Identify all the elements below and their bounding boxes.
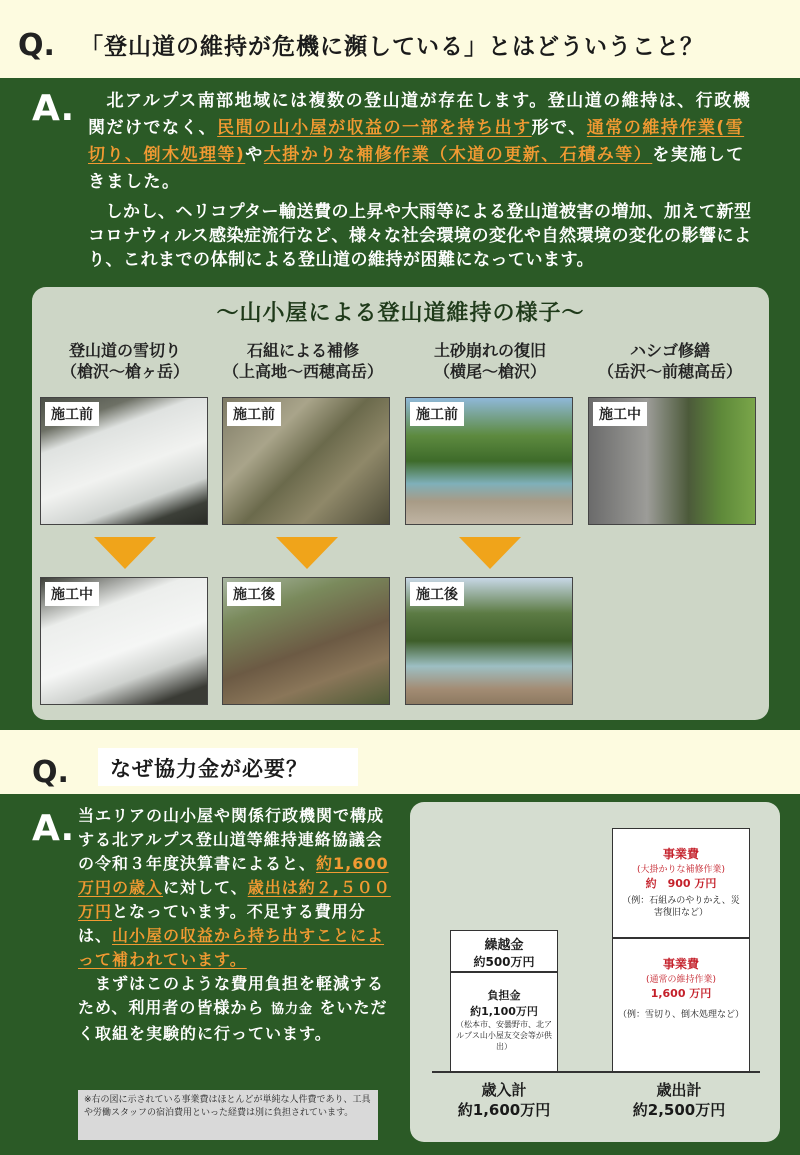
arrow-down-icon: [94, 537, 156, 569]
highlight-text: 民間の山小屋が収益の一部を持ち出す: [217, 118, 532, 138]
body-text: 北アルプス南部地域には複数の登山道が存在します。登山道の維持は、行政機関だけでなく、: [88, 91, 752, 138]
project-major-box: 事業費 (大掛かりな補修作業) 約 900 万円 （例：石組みのやりかえ、災害復旧など）: [612, 828, 750, 938]
highlight-text: 約1,600万円の歳入: [78, 854, 389, 897]
answer1-paragraph2: しかし、ヘリコプター輸送費の上昇や大雨等による登山道被害の増加、加えて新型コロナウィルス感染症流行など、様々な社会環境の変化や自然環境の変化の影響により、これまでの体制による登山道の維持が困難になっています。: [88, 202, 752, 270]
body-text: に対して、: [163, 878, 248, 897]
photo-badge: 施工前: [227, 402, 281, 426]
photo-ladder-during: [588, 397, 756, 525]
answer1-paragraph1: [88, 88, 758, 196]
answer2-text: [78, 804, 396, 1046]
gallery-col3-title: 土砂崩れの復旧 （横尾～槍沢）: [433, 341, 546, 381]
photo-snow-before: [40, 397, 208, 525]
body-text: となっています。不足する費用分は、: [78, 902, 366, 945]
highlight-text: 山小屋の収益から持ち出すことによって補われています。: [78, 926, 385, 969]
gallery-col4-title: ハシゴ修繕 （岳沢～前穂高岳）: [597, 341, 742, 381]
photo-badge: 施工中: [45, 582, 99, 606]
q2-question: なぜ協力金が必要？: [110, 757, 308, 781]
photo-landslide-before: [405, 397, 573, 525]
photo-stone-after: [222, 577, 390, 705]
expense-total: 歳出計 約2,500万円: [632, 1081, 726, 1119]
arrow-down-icon: [276, 537, 338, 569]
photo-badge: 施工後: [410, 582, 464, 606]
photo-snow-during: [40, 577, 208, 705]
arrow-down-icon: [459, 537, 521, 569]
diagram-baseline: [432, 1071, 760, 1073]
income-total: 歳入計 約1,600万円: [457, 1081, 551, 1119]
answer2-paragraph1: [78, 806, 391, 969]
photo-badge: 施工中: [593, 402, 647, 426]
photo-badge: 施工前: [410, 402, 464, 426]
gallery-col2-title: 石組による補修 （上高地～西穂高岳）: [222, 341, 383, 381]
photo-stone-before: [222, 397, 390, 525]
a1-mark: A.: [32, 88, 75, 129]
burden-box: 負担金 約1,100万円 （松本市、安曇野市、北アルプス山小屋友交会等が供出）: [450, 972, 558, 1072]
gallery-col1-title: 登山道の雪切り （槍沢～槍ヶ岳）: [60, 341, 189, 381]
a2-mark: A.: [32, 808, 75, 849]
footnote: ※右の図に示されている事業費はほとんどが単純な人件費であり、工具や労働スタッフの宿泊費用といった経費は別に負担されています。: [78, 1090, 378, 1140]
highlight-text: 歳出は約２,５００万円: [78, 878, 391, 921]
body-text: を実施してきました。: [88, 145, 745, 192]
q1-question: 「登山道の維持が危機に瀕している」とはどういうこと？: [80, 34, 704, 60]
body-text: や: [245, 145, 264, 165]
highlight-text: 大掛かりな補修作業（木道の更新、石積み等）: [263, 145, 653, 165]
photo-badge: 施工前: [45, 402, 99, 426]
highlight-text: 通常の維持作業(雪切り、倒木処理等): [88, 118, 745, 165]
answer2-paragraph2: まずはこのような費用負担を軽減するため、利用者の皆様から 協力金 をいただく取組を実験的に行っています。: [78, 974, 388, 1043]
project-regular-box: 事業費 (通常の維持作業) 1,600 万円 （例：雪切り、倒木処理など）: [612, 938, 750, 1072]
gallery-title: ～山小屋による登山道維持の様子～: [216, 301, 585, 326]
q1-mark: Q.: [18, 28, 55, 63]
body-text: 形で、: [531, 118, 587, 138]
photo-landslide-after: [405, 577, 573, 705]
carryover-box: 繰越金 約500万円: [450, 930, 558, 972]
body-text: 当エリアの山小屋や関係行政機関で構成する北アルプス登山道等維持連絡協議会の令和３年度決算書によると、: [78, 806, 385, 873]
photo-badge: 施工後: [227, 582, 281, 606]
q2-mark: Q.: [32, 755, 69, 790]
